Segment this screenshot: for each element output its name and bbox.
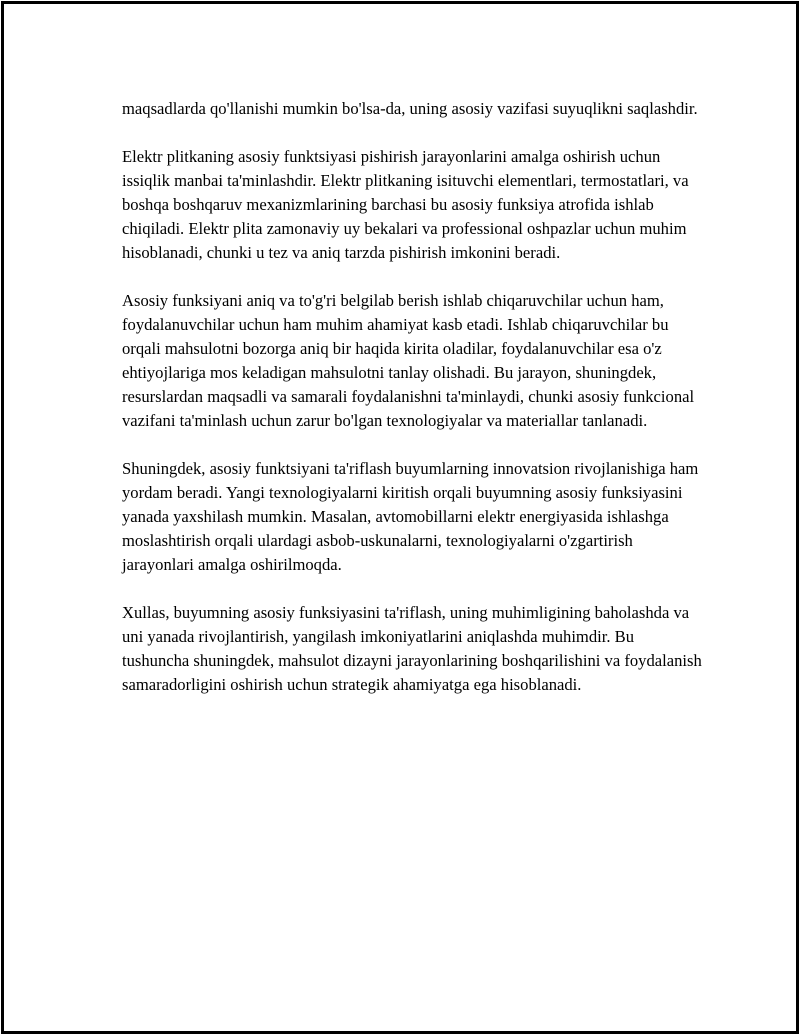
paragraph-3: Asosiy funksiyani aniq va to'g'ri belgilab berish ishlab chiqaruvchilar uchun ham, foydalanuvchilar uchun ham muhim ahamiyat kasb etadi. Ishlab chiqaruvchilar bu orqali mahsulotni bozorga aniq bir haqida kirita oladilar, foydalanuvchilar esa o'z ehtiyojlariga mos keladigan mahsulotni tanlay olishadi. Bu jarayon, shuningdek, resurslardan maqsadli va samarali foydalanishni ta'minlaydi, chunki asosiy funkcional vazifani ta'minlash uchun zarur bo'lgan texnologiyalar va materiallar tanlanadi. <box>122 291 695 430</box>
page-frame <box>1 1 799 1034</box>
paragraph-1: maqsadlarda qo'llanishi mumkin bo'lsa-da, uning asosiy vazifasi suyuqlikni saqlashdir. <box>122 99 698 118</box>
document-body <box>122 97 702 721</box>
paragraph-5: Xullas, buyumning asosiy funksiyasini ta'riflash, uning muhimligining baholashda va uni yanada rivojlantirish, yangilash imkoniyatlarini aniqlashda muhimdir. Bu tushuncha shuningdek, mahsulot dizayni jarayonlarining boshqarilishini va foydalanish samaradorligini oshirish uchun strategik ahamiyatga ega hisoblanadi. <box>122 603 702 694</box>
paragraph-2: Elektr plitkaning asosiy funktsiyasi pishirish jarayonlarini amalga oshirish uchun issiqlik manbai ta'minlashdir. Elektr plitkaning isituvchi elementlari, termostatlari, va boshqa boshqaruv mexanizmlarining barchasi bu asosiy funksiya atrofida ishlab chiqiladi. Elektr plita zamonaviy uy bekalari va professional oshpazlar uchun muhim hisoblanadi, chunki u tez va aniq tarzda pishirish imkonini beradi. <box>122 147 689 262</box>
paragraph-4: Shuningdek, asosiy funktsiyani ta'riflash buyumlarning innovatsion rivojlanishiga ham yordam beradi. Yangi texnologiyalarni kiritish orqali buyumning asosiy funksiyasini yanada yaxshilash mumkin. Masalan, avtomobillarni elektr energiyasida ishlashga moslashtirish orqali ulardagi asbob-uskunalarni, texnologiyalarni o'zgartirish jarayonlari amalga oshirilmoqda. <box>122 459 699 574</box>
